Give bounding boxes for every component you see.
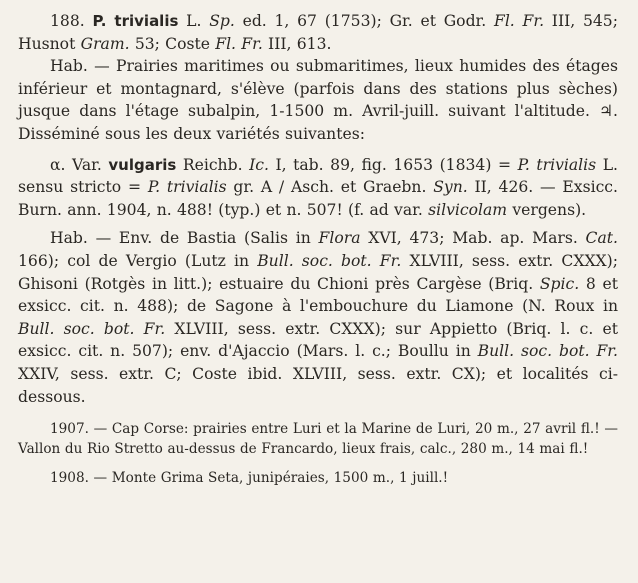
- species-heading-paragraph: 188. P. trivialis L. Sp. ed. 1, 67 (1753); Gr. et Godr. Fl. Fr. III, 545; Husnot Gram. 53; Coste Fl. Fr. III, 613.: [18, 12, 618, 53]
- species-name: P. trivialis: [92, 12, 179, 30]
- variety-name: vulgaris: [108, 155, 177, 174]
- record-1908-paragraph: 1908. — Monte Grima Seta, junipéraies, 1500 m., 1 juill.!: [50, 470, 449, 487]
- variety-habitat-paragraph: Hab. — Env. de Bastia (Salis in Flora XVI, 473; Mab. ap. Mars. Cat. 166); col de Vergio (Lutz in Bull. soc. bot. Fr. XLVIII, sess. extr. CXXX); Ghisoni (Rotgès in litt.); estuaire du Chioni près Cargèse (Briq. Spic. 8 et exsicc. cit. n. 488); de Sagone à l'embouchure du Liamone (N. Roux in Bull. soc. bot. Fr. XLVIII, sess. extr. CXXX); sur Appietto (Briq. l. c. et exsicc. cit. n. 507); env. d'Ajaccio (Mars. l. c.; Boullu in Bull. soc. bot. Fr. XXIV, sess. extr. C; Coste ibid. XLVIII, sess. extr. CX); et localités ci-dessous.: [18, 229, 618, 406]
- variety-vulgaris-paragraph: α. Var. vulgaris Reichb. Ic. I, tab. 89, fig. 1653 (1834) = P. trivialis L. sensu stricto = P. trivialis gr. A / Asch. et Graebn. Syn. II, 426. — Exsicc. Burn. ann. 1904, n. 488! (typ.) et n. 507! (f. ad var. silvicolam vergens).: [18, 155, 619, 219]
- habitat-paragraph: Hab. — Prairies maritimes ou submaritimes, lieux humides des étages inférieur et montagnard, s'élève (parfois dans des stations plus sèches) jusque dans l'étage subalpin, 1-1500 m. Avril-juill. suivant l'altitude. ♃. Disséminé sous les deux variétés suivantes:: [18, 57, 618, 143]
- record-1907-paragraph: 1907. — Cap Corse: prairies entre Luri et la Marine de Luri, 20 m., 27 avril fl.! — Vallon du Rio Stretto au-dessus de Francardo, lieux frais, calc., 280 m., 14 mai fl.!: [18, 421, 618, 458]
- species-number: 188.: [50, 12, 85, 30]
